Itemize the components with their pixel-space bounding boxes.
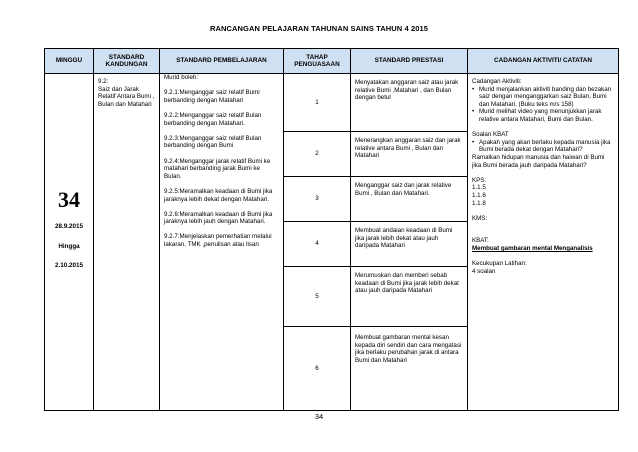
standard-pembelajaran-cell: [160, 74, 284, 411]
prestasi-level-6: Membuat gambaran mental kesan kepada diri sendiri dan cara mengatasi jika berlaku perubahan jarak di antara Bumi dan Matahari: [351, 327, 468, 411]
aktiviti-item: Murid melihat video yang menunjukkan jarak relative antara Matahari, Bumi dan Bulan.: [479, 108, 602, 123]
tahap-level-1: 1: [284, 74, 351, 132]
header-minggu: MINGGU: [45, 49, 94, 74]
pembelajaran-item: 9.2.3:Menganggar saiz relatif Bulan berbanding dengan Bumi: [164, 134, 262, 150]
tahap-level-2: 2: [284, 132, 351, 177]
kecukupan-value: 4 soalan: [472, 267, 496, 275]
aktiviti-list: [472, 86, 614, 124]
prestasi-level-1: Menyatakan anggaran saiz atau jarak relative Bumi ,Matahari , dan Bulan dengan betul: [351, 74, 468, 132]
kbat-question-heading: Soalan KBAT: [472, 131, 509, 139]
pembelajaran-item: 9.2.1:Menganggar saiz relatif Bumi berbanding dengan Matahari: [164, 89, 260, 104]
table-row: [45, 74, 619, 132]
standard-kandungan-text: 9.2: Saiz dan Jarak Relatif Antara Bumi , Bulan dan Matahari: [98, 78, 155, 108]
kms-heading: KMS:: [472, 214, 488, 222]
prestasi-level-2: Menerangkan anggaran saiz dan jarak relative antara Bumi , Bulan dan Matahari: [351, 132, 468, 177]
header-standard-kandungan: STANDARD KANDUNGAN: [94, 49, 160, 74]
week-start-date: 28.9.2015: [54, 223, 83, 230]
kbat-list: [472, 139, 614, 154]
kbat-heading: KBAT:: [472, 237, 489, 245]
tahap-level-4: 4: [284, 222, 351, 267]
pembelajaran-item: 9.2.5:Meramalkan keadaan di Bumi jika jaraknya lebih dekat dengan Matahari.: [164, 187, 273, 203]
prestasi-level-5: Merumuskan dan memberi sebab keadaan di Bumi jika jarak lebih dekat atau jauh daripada Matahari: [351, 267, 468, 327]
lesson-plan-table: [44, 48, 619, 411]
cadangan-cell: [468, 74, 619, 411]
prestasi-level-3: Menganggar saiz dan jarak relative Bumi , Bulan dan Matahari.: [351, 177, 468, 222]
header-standard-prestasi: STANDARD PRESTASI: [351, 49, 468, 74]
ramalkan-text: Ramalkan hidupan manusia dan haiwan di Bumi jika Bumi berada jauh daripada Matahari?: [472, 153, 605, 169]
pembelajaran-item: 9.2.7:Menjelaskan pemerhatian melalui lakaran, TMK ,penulisan atau lisan: [164, 233, 272, 249]
bullet-icon: •: [472, 138, 475, 146]
prestasi-level-4: Membuat andaian keadaan di Bumi jika jarak lebih dekat atau jauh daripada Matahari: [351, 222, 468, 267]
cadangan-aktiviti-heading: Cadangan Aktiviti:: [472, 78, 522, 85]
header-cadangan: CADANGAN AKTIVITI/ CATATAN: [468, 49, 619, 74]
kps-item: 1.1.5: [472, 184, 486, 192]
kps-item: 1.1.8: [472, 199, 486, 207]
kps-item: 1.1.6: [472, 191, 486, 199]
standard-kandungan-cell: [94, 74, 160, 411]
document-title: RANCANGAN PELAJARAN TAHUNAN SAINS TAHUN 4 2015: [209, 24, 429, 33]
week-number: 34: [58, 187, 80, 212]
kps-heading: KPS:: [472, 176, 487, 184]
header-standard-pembelajaran: STANDARD PEMBELAJARAN: [160, 49, 284, 74]
tahap-level-5: 5: [284, 267, 351, 327]
page-number: 34: [314, 412, 324, 421]
tahap-level-3: 3: [284, 177, 351, 222]
kbat-item: Apakah yang akan berlaku kepada manusia jika Bumi berada dekat dengan Matahari?: [479, 138, 611, 154]
aktiviti-item: Murid menjalankan aktiviti banding dan bezakan saiz dengan menganggarkan saiz Bulan, Bumi dan Matahari. (Buku teks m/s 158): [479, 85, 612, 108]
kbat-value: Membuat gambaran mental Menganalisis: [472, 245, 593, 253]
list-item: [472, 86, 614, 109]
bullet-icon: •: [472, 108, 475, 116]
table-header-row: [45, 49, 619, 74]
week-end-date: 2.10.2015: [54, 262, 83, 270]
list-item: [472, 139, 614, 154]
header-tahap-penguasaan: TAHAP PENGUASAAN: [284, 49, 351, 74]
tahap-level-6: 6: [284, 327, 351, 411]
pembelajaran-item: 9.2.2:Menganggar saiz relatif Bulan berbanding dengan Matahari.: [164, 111, 262, 127]
week-cell: [45, 74, 94, 411]
week-separator: Hingga: [58, 242, 80, 250]
pembelajaran-intro: Murid boleh:: [164, 74, 199, 81]
kecukupan-heading: Kecukupan Latihan:: [472, 260, 527, 268]
list-item: [472, 108, 614, 123]
bullet-icon: •: [472, 85, 475, 93]
pembelajaran-item: 9.2.6:Meramalkan keadaan di Bumi jika jaraknya lebih jauh dengan Matahari.: [164, 210, 273, 226]
pembelajaran-item: 9.2.4:Menganggar jarak relatif Bumi ke matahari berbanding jarak Bumi ke Bulan.: [164, 157, 271, 180]
